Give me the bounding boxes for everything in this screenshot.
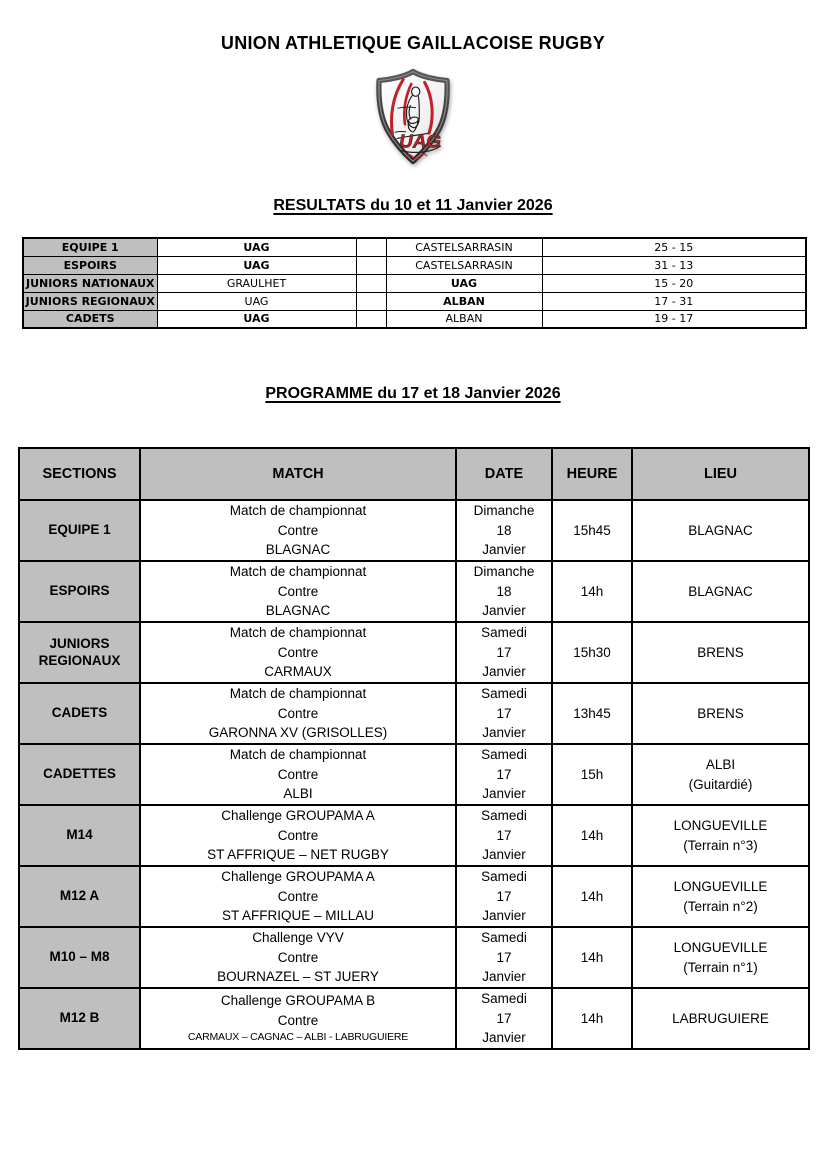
program-row <box>19 500 809 561</box>
results-away-team: UAG <box>386 274 542 292</box>
club-logo <box>0 68 826 168</box>
results-section-label: EQUIPE 1 <box>23 238 157 256</box>
column-header-heure: HEURE <box>552 448 632 500</box>
program-date-cell <box>456 866 552 927</box>
program-heading: PROGRAMME du 17 et 18 Janvier 2026 <box>265 385 561 402</box>
match-line: Match de championnat <box>229 747 367 763</box>
program-section-label: M10 – M8 <box>19 927 140 988</box>
program-venue-cell <box>632 805 809 866</box>
match-line: Challenge GROUPAMA A <box>221 869 375 885</box>
venue-line: LABRUGUIERE <box>672 1010 769 1026</box>
program-venue-cell <box>632 622 809 683</box>
venue-line: BLAGNAC <box>688 522 753 538</box>
date-line: Samedi <box>481 747 527 763</box>
date-line: Janvier <box>482 1030 526 1046</box>
date-line: 17 <box>496 949 512 965</box>
program-date-cell <box>456 805 552 866</box>
match-line: Contre <box>277 888 319 904</box>
results-score: 25 - 15 <box>542 238 806 256</box>
match-line: CARMAUX <box>264 664 332 680</box>
results-section-label: CADETS <box>23 310 157 328</box>
date-line: Janvier <box>482 786 526 802</box>
match-line: ALBI <box>283 786 313 802</box>
program-time-cell: 14h <box>552 988 632 1049</box>
results-row <box>23 238 806 256</box>
match-line: ST AFFRIQUE – MILLAU <box>221 908 375 924</box>
program-table <box>18 447 810 1050</box>
date-line: Samedi <box>481 808 527 824</box>
date-line: 17 <box>496 888 512 904</box>
program-header-row <box>19 448 809 500</box>
program-row <box>19 622 809 683</box>
date-line: Dimanche <box>473 503 535 519</box>
results-spacer-cell <box>356 256 386 274</box>
results-away-team: ALBAN <box>386 292 542 310</box>
program-row <box>19 561 809 622</box>
match-line: Contre <box>277 1012 319 1028</box>
program-section-label: M14 <box>19 805 140 866</box>
program-section-label: CADETS <box>19 683 140 744</box>
date-line: Janvier <box>482 664 526 680</box>
program-match-cell <box>140 622 456 683</box>
program-match-cell <box>140 988 456 1049</box>
date-line: Janvier <box>482 969 526 985</box>
program-venue-cell <box>632 500 809 561</box>
date-line: Janvier <box>482 847 526 863</box>
program-date-cell <box>456 683 552 744</box>
program-section-label: ESPOIRS <box>19 561 140 622</box>
program-time-cell: 14h <box>552 805 632 866</box>
match-line: Contre <box>277 766 319 782</box>
date-line: 17 <box>496 1010 512 1026</box>
results-spacer-cell <box>356 238 386 256</box>
date-line: Janvier <box>482 542 526 558</box>
venue-line: BRENS <box>697 705 744 721</box>
page-title: UNION ATHLETIQUE GAILLACOISE RUGBY <box>220 33 606 53</box>
program-section-label: M12 A <box>19 866 140 927</box>
program-time-cell: 14h <box>552 561 632 622</box>
program-match-cell <box>140 683 456 744</box>
match-line: Contre <box>277 949 319 965</box>
program-match-cell <box>140 927 456 988</box>
results-home-team: UAG <box>157 292 356 310</box>
date-line: Samedi <box>481 625 527 641</box>
venue-line: (Guitardié) <box>688 776 753 792</box>
logo-uag-text: UAG <box>399 130 441 152</box>
results-score: 31 - 13 <box>542 256 806 274</box>
program-venue-cell <box>632 927 809 988</box>
program-venue-cell <box>632 561 809 622</box>
match-line: Contre <box>277 644 319 660</box>
match-line: Contre <box>277 705 319 721</box>
date-line: 18 <box>496 583 512 599</box>
results-row <box>23 256 806 274</box>
venue-line: (Terrain n°3) <box>683 837 758 853</box>
program-section-label: JUNIORS REGIONAUX <box>19 622 140 683</box>
date-line: 17 <box>496 827 512 843</box>
match-line: Challenge GROUPAMA B <box>220 993 376 1009</box>
program-time-cell: 15h <box>552 744 632 805</box>
program-section-label: EQUIPE 1 <box>19 500 140 561</box>
program-row <box>19 988 809 1049</box>
match-line: ST AFFRIQUE – NET RUGBY <box>207 847 389 863</box>
program-date-cell <box>456 561 552 622</box>
program-date-cell <box>456 744 552 805</box>
program-row <box>19 744 809 805</box>
venue-line: BRENS <box>697 644 744 660</box>
venue-line: BLAGNAC <box>688 583 753 599</box>
program-match-cell <box>140 561 456 622</box>
match-line: Challenge GROUPAMA A <box>221 808 375 824</box>
date-line: Samedi <box>481 686 527 702</box>
results-section-label: JUNIORS REGIONAUX <box>23 292 157 310</box>
program-time-cell: 15h45 <box>552 500 632 561</box>
program-match-cell <box>140 500 456 561</box>
venue-line: LONGUEVILLE <box>673 878 768 894</box>
match-line: Match de championnat <box>229 503 367 519</box>
program-section-label: M12 B <box>19 988 140 1049</box>
match-line: BOURNAZEL – ST JUERY <box>217 969 379 985</box>
results-score: 17 - 31 <box>542 292 806 310</box>
results-section-label: JUNIORS NATIONAUX <box>23 274 157 292</box>
program-match-cell <box>140 805 456 866</box>
match-line: CARMAUX – CAGNAC – ALBI - LABRUGUIERE <box>187 1031 409 1044</box>
results-spacer-cell <box>356 274 386 292</box>
results-table <box>22 237 807 329</box>
program-venue-cell <box>632 683 809 744</box>
match-line: Contre <box>277 522 319 538</box>
venue-line: (Terrain n°2) <box>683 898 758 914</box>
program-section-label: CADETTES <box>19 744 140 805</box>
results-spacer-cell <box>356 310 386 328</box>
results-row <box>23 292 806 310</box>
date-line: Samedi <box>481 930 527 946</box>
program-time-cell: 13h45 <box>552 683 632 744</box>
program-date-cell <box>456 988 552 1049</box>
results-away-team: ALBAN <box>386 310 542 328</box>
program-venue-cell <box>632 744 809 805</box>
program-date-cell <box>456 622 552 683</box>
results-away-team: CASTELSARRASIN <box>386 238 542 256</box>
results-home-team: UAG <box>157 256 356 274</box>
results-score: 19 - 17 <box>542 310 806 328</box>
program-row <box>19 683 809 744</box>
club-crest-icon <box>366 68 460 168</box>
match-line: BLAGNAC <box>265 542 331 558</box>
program-row <box>19 927 809 988</box>
date-line: 17 <box>496 766 512 782</box>
program-venue-cell <box>632 988 809 1049</box>
date-line: Dimanche <box>473 564 535 580</box>
program-match-cell <box>140 744 456 805</box>
results-row <box>23 310 806 328</box>
venue-line: (Terrain n°1) <box>683 959 758 975</box>
match-line: Contre <box>277 583 319 599</box>
results-score: 15 - 20 <box>542 274 806 292</box>
date-line: 17 <box>496 705 512 721</box>
program-row <box>19 805 809 866</box>
date-line: Janvier <box>482 908 526 924</box>
match-line: GARONNA XV (GRISOLLES) <box>208 725 388 741</box>
date-line: Samedi <box>481 991 527 1007</box>
column-header-match: MATCH <box>140 448 456 500</box>
date-line: 18 <box>496 522 512 538</box>
match-line: Match de championnat <box>229 625 367 641</box>
date-line: Samedi <box>481 869 527 885</box>
date-line: Janvier <box>482 603 526 619</box>
column-header-lieu: LIEU <box>632 448 809 500</box>
program-date-cell <box>456 500 552 561</box>
results-heading: RESULTATS du 10 et 11 Janvier 2026 <box>273 197 553 214</box>
results-spacer-cell <box>356 292 386 310</box>
program-time-cell: 14h <box>552 927 632 988</box>
column-header-date: DATE <box>456 448 552 500</box>
venue-line: ALBI <box>705 756 736 772</box>
match-line: Challenge VYV <box>252 930 344 946</box>
match-line: Match de championnat <box>229 564 367 580</box>
program-row <box>19 866 809 927</box>
match-line: Match de championnat <box>229 686 367 702</box>
results-away-team: CASTELSARRASIN <box>386 256 542 274</box>
program-match-cell <box>140 866 456 927</box>
results-home-team: UAG <box>157 238 356 256</box>
results-row <box>23 274 806 292</box>
program-time-cell: 15h30 <box>552 622 632 683</box>
date-line: 17 <box>496 644 512 660</box>
results-section-label: ESPOIRS <box>23 256 157 274</box>
date-line: Janvier <box>482 725 526 741</box>
program-date-cell <box>456 927 552 988</box>
program-venue-cell <box>632 866 809 927</box>
match-line: Contre <box>277 827 319 843</box>
program-time-cell: 14h <box>552 866 632 927</box>
column-header-sections: SECTIONS <box>19 448 140 500</box>
results-home-team: UAG <box>157 310 356 328</box>
venue-line: LONGUEVILLE <box>673 817 768 833</box>
results-home-team: GRAULHET <box>157 274 356 292</box>
venue-line: LONGUEVILLE <box>673 939 768 955</box>
match-line: BLAGNAC <box>265 603 331 619</box>
